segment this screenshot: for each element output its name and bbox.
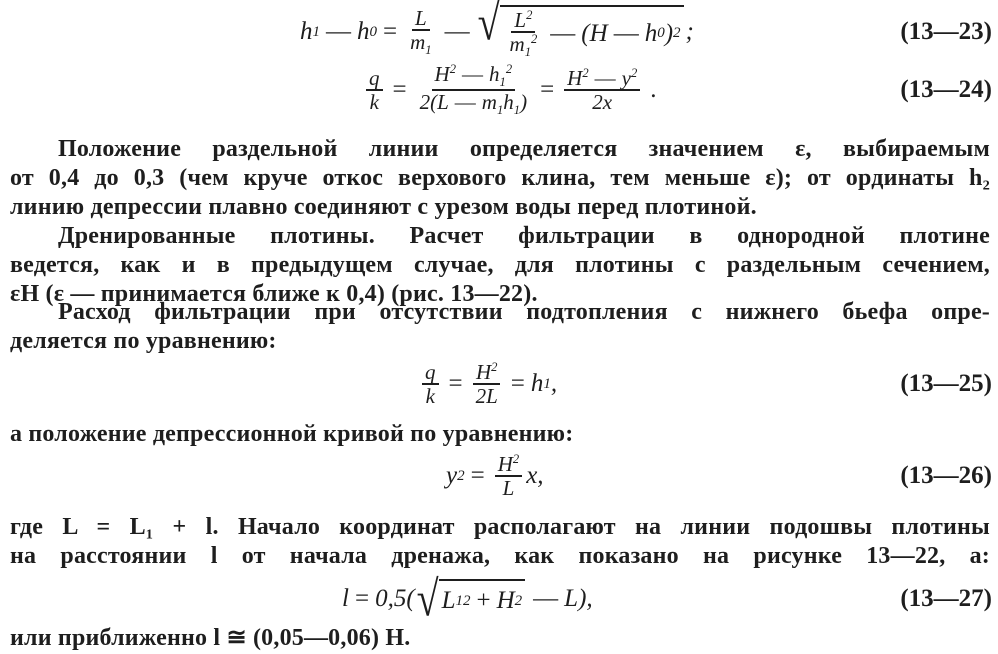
equation-number: (13—24) (900, 76, 992, 103)
paragraph-filtration-flow (10, 298, 990, 356)
text-line: Положение раздельной линии определяется значением ε, выбираемым (58, 136, 990, 162)
equation-13-24 (0, 62, 998, 118)
text-line: от 0,4 до 0,3 (чем круче откос верхового клина, тем меньше ε); от ординаты h₂ (10, 165, 990, 191)
equation-number: (13—23) (900, 18, 992, 45)
formula: h 1 — h 0 = $\frac{L}{m_1}$ — √ $\frac{L^2}{m_1^2}$ — (H — h 0 ) 2 ; (300, 0, 694, 59)
paragraph-depression-curve (10, 420, 990, 449)
text-line: линию депрессии плавно соединяют с урезом воды перед плотиной. (10, 194, 757, 220)
text-line: Дренированные плотины. Расчет фильтрации в однородной плотине (58, 223, 990, 249)
equation-13-25 (0, 356, 998, 412)
formula: l = 0,5 ( √ L 1 2 + H 2 — L), (342, 570, 593, 627)
equation-13-23 (0, 0, 998, 60)
text-line: ведется, как и в предыдущем случае, для плотины с раздельным сечением, (10, 252, 990, 278)
text-line: деляется по уравнению: (10, 328, 277, 354)
formula: $\frac{q}{k}$ = $\frac{H^2 — h_1^2}{2(L — m_1h_1)}$ = $\frac{H^2 — y^2}{2x}$ . (362, 62, 663, 118)
text-line: или приближенно l ≅ (0,05—0,06) H. (10, 625, 411, 651)
text-line: εH (ε — принимается ближе к 0,4) (рис. 13—22). (10, 281, 538, 307)
equation-number: (13—25) (900, 370, 992, 397)
equation-13-27 (0, 571, 998, 627)
paragraph-drained-dams (10, 222, 990, 309)
paragraph-approximation (10, 624, 990, 653)
text-line: на расстоянии l от начала дренажа, как показано на рисунке 13—22, а: (10, 543, 990, 569)
equation-number: (13—27) (900, 585, 992, 612)
formula: y 2 = $\frac{H^2}{L}$ x, (446, 451, 544, 500)
equation-13-26 (0, 448, 998, 504)
text-line: Расход фильтрации при отсутствии подтопления с нижнего бьефа опре- (58, 299, 990, 325)
text-line: а положение депрессионной кривой по уравнению: (10, 421, 574, 447)
equation-number: (13—26) (900, 462, 992, 489)
paragraph-coordinates (10, 513, 990, 571)
formula: $\frac{q}{k}$ = $\frac{H^2}{2L}$ = h 1 , (418, 356, 557, 412)
text-line: где L = L₁ + l. Начало координат располагают на линии подошвы плотины (10, 514, 990, 540)
paragraph-separation-line (10, 135, 990, 222)
